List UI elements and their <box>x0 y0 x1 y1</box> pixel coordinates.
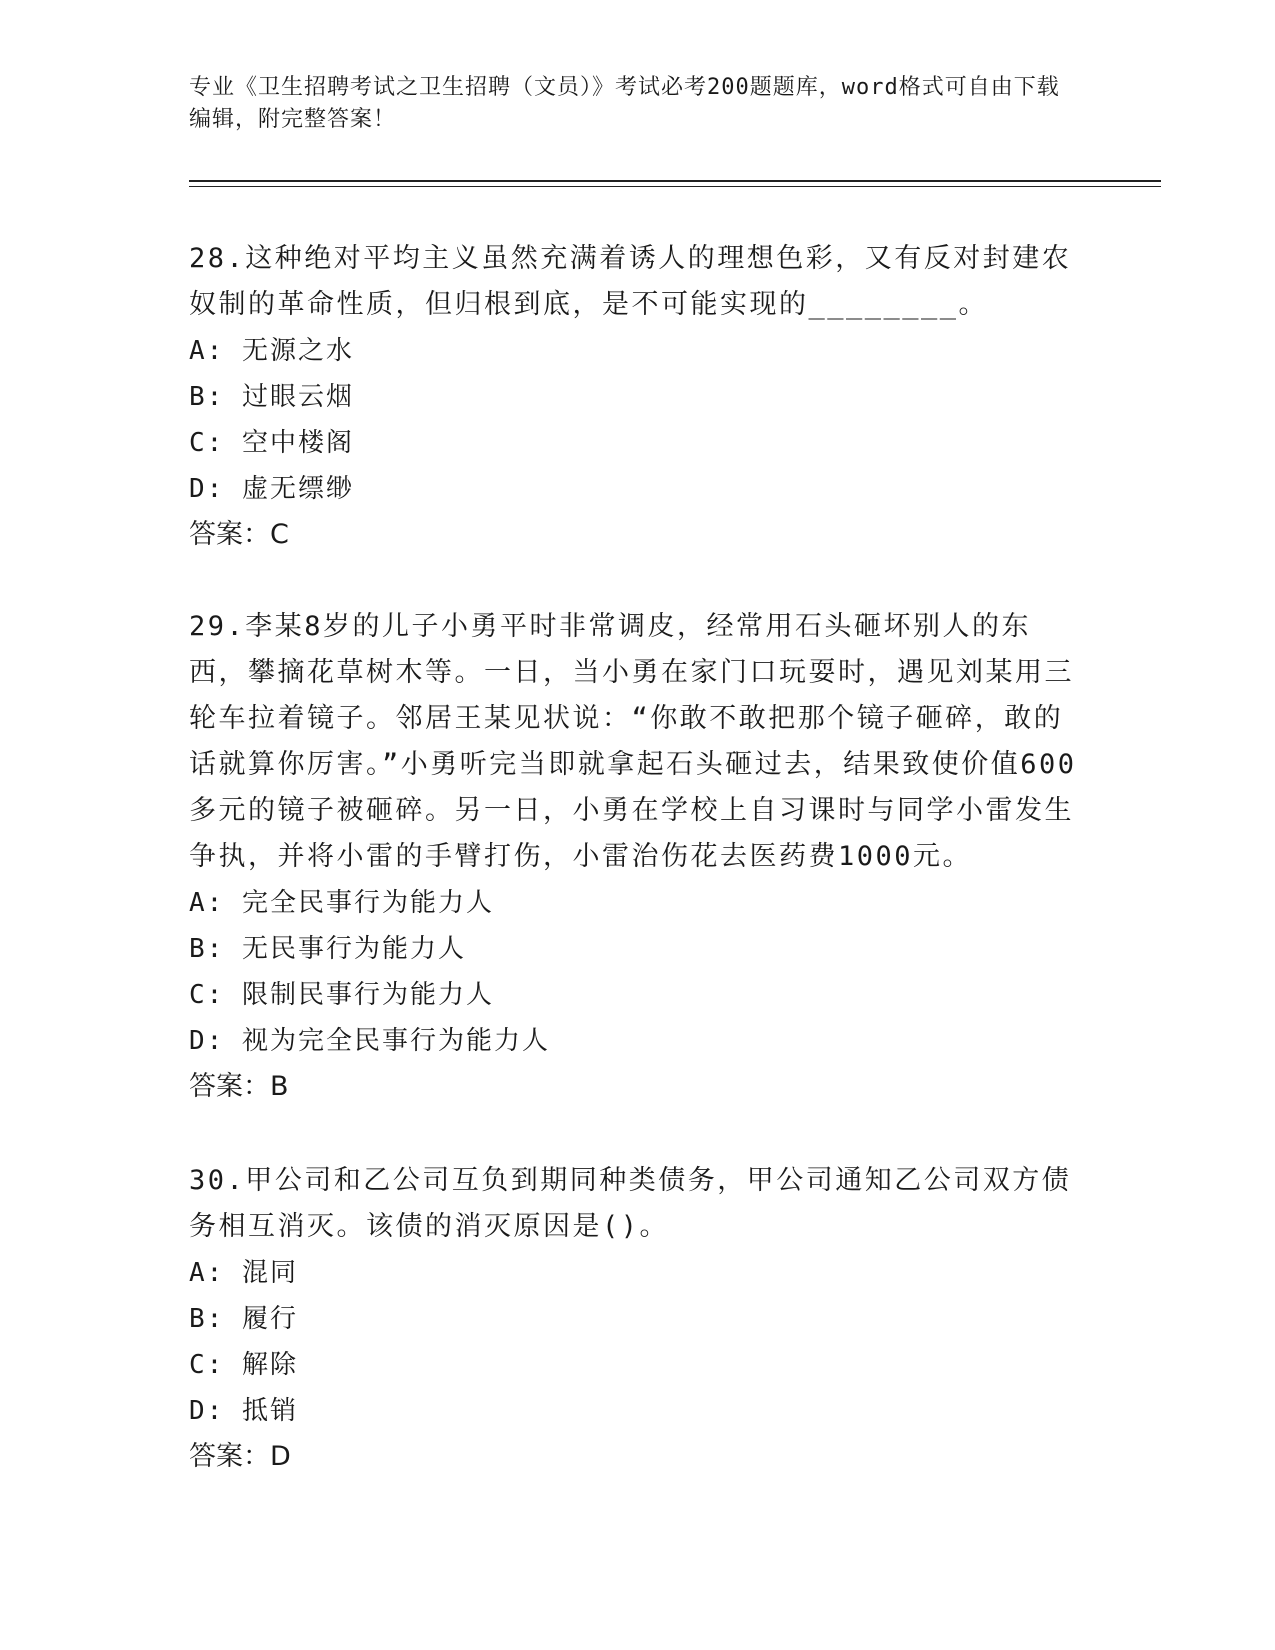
option-b: B: 无民事行为能力人 <box>189 934 466 964</box>
option-c: C: 限制民事行为能力人 <box>189 980 494 1010</box>
question-28 <box>189 236 1089 558</box>
option-c: C: 解除 <box>189 1350 298 1380</box>
option-a: A: 混同 <box>189 1258 298 1288</box>
question-stem: 30.甲公司和乙公司互负到期同种类债务，甲公司通知乙公司双方债务相互消灭。该债的消灭原因是()。 <box>189 1165 1072 1242</box>
option-b: B: 过眼云烟 <box>189 382 354 412</box>
answer: 答案：C <box>189 519 289 550</box>
question-stem: 28.这种绝对平均主义虽然充满着诱人的理想色彩，又有反对封建农奴制的革命性质，但归根到底，是不可能实现的________。 <box>189 243 1072 320</box>
option-d: D: 抵销 <box>189 1396 298 1426</box>
option-d: D: 虚无缥缈 <box>189 474 354 504</box>
question-29 <box>189 604 1089 1110</box>
option-c: C: 空中楼阁 <box>189 428 354 458</box>
question-30 <box>189 1158 1089 1480</box>
option-a: A: 完全民事行为能力人 <box>189 888 494 918</box>
answer: 答案：D <box>189 1441 291 1472</box>
option-b: B: 履行 <box>189 1304 298 1334</box>
header-rule-thick <box>189 180 1161 182</box>
option-d: D: 视为完全民事行为能力人 <box>189 1026 550 1056</box>
page-header: 专业《卫生招聘考试之卫生招聘（文员）》考试必考200题题库，word格式可自由下载编辑，附完整答案！ <box>189 75 1060 132</box>
question-stem: 29.李某8岁的儿子小勇平时非常调皮，经常用石头砸坏别人的东西，攀摘花草树木等。一日，当小勇在家门口玩耍时，遇见刘某用三轮车拉着镜子。邻居王某见状说：“你敢不敢把那个镜子砸碎，敢的话就算你厉害。”小勇听完当即就拿起石头砸过去，结果致使价值600多元的镜子被砸碎。另一日，小勇在学校上自习课时与同学小雷发生争执，并将小雷的手臂打伤，小雷治伤花去医药费1000元。 <box>189 611 1077 872</box>
answer: 答案：B <box>189 1071 289 1102</box>
option-a: A: 无源之水 <box>189 336 354 366</box>
header-rule-thin <box>189 186 1161 187</box>
